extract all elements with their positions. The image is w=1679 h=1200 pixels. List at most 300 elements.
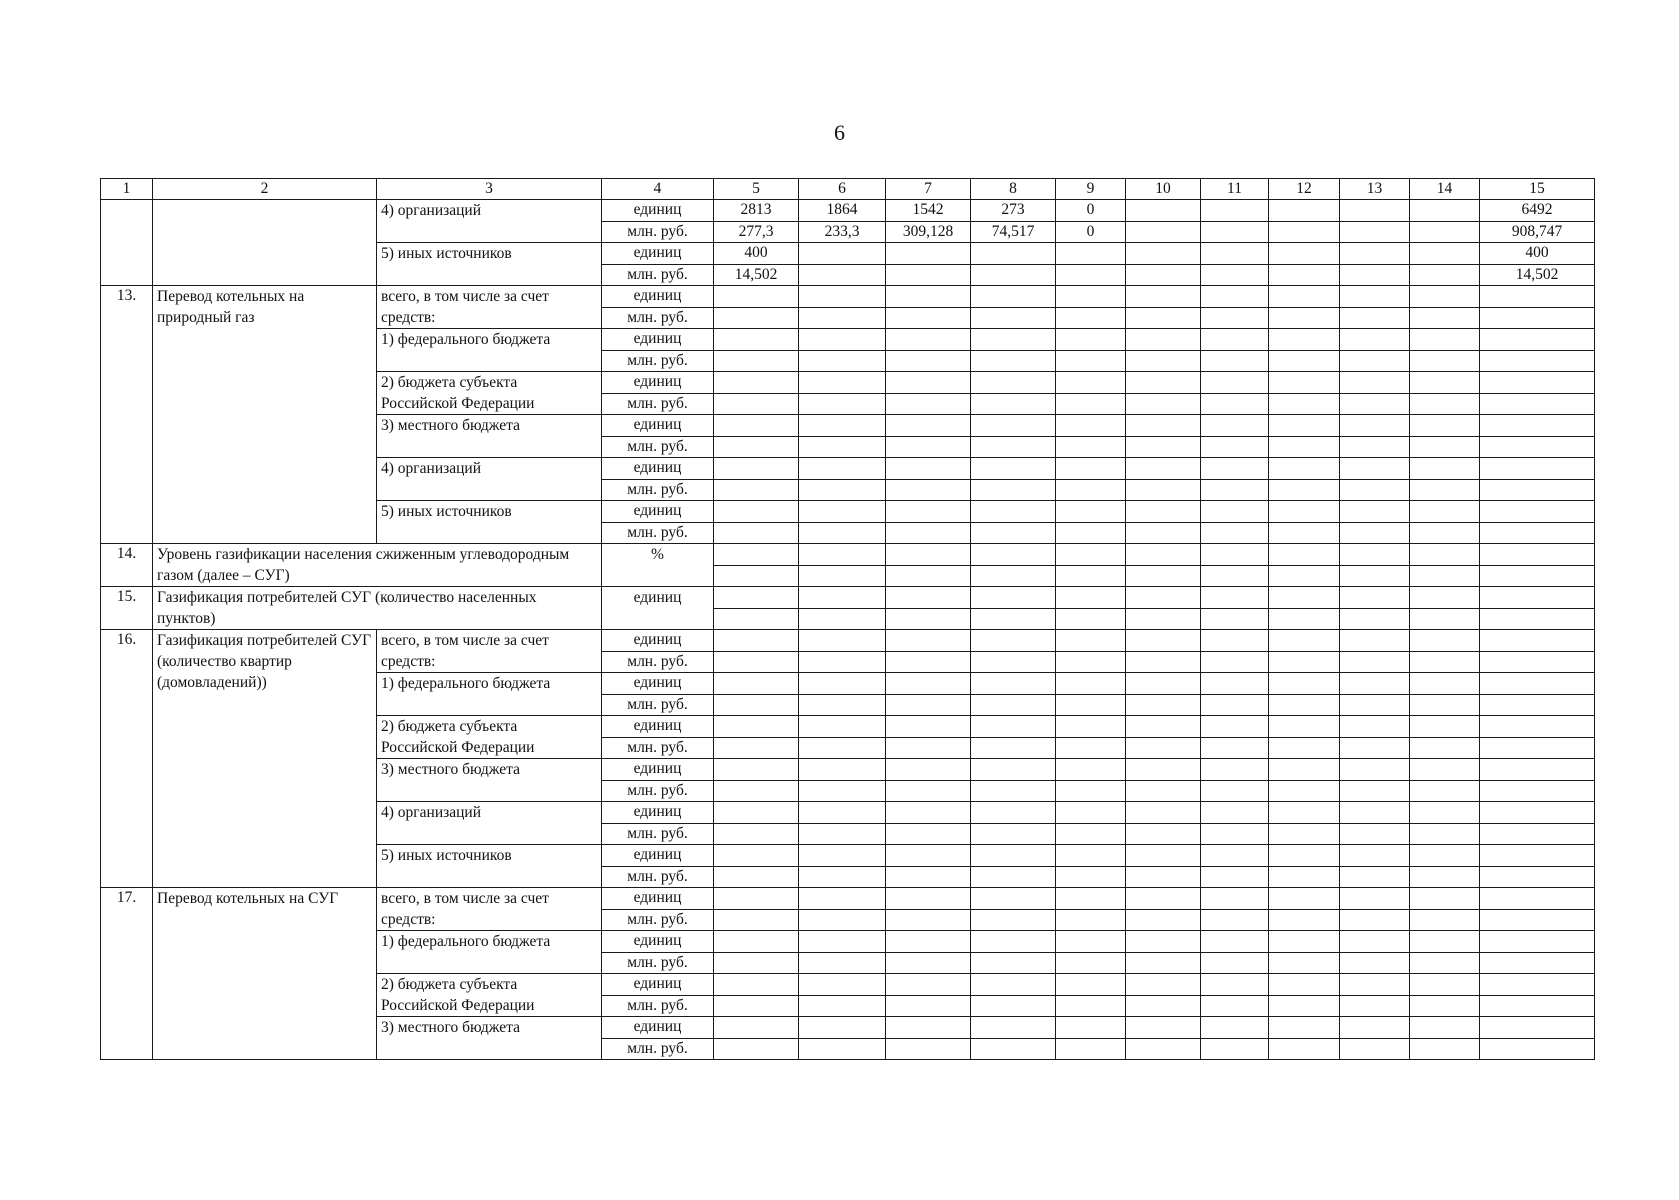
empty-cell — [1126, 1017, 1201, 1039]
empty-cell — [971, 307, 1056, 329]
empty-cell — [1269, 845, 1340, 867]
empty-cell — [1201, 372, 1269, 394]
empty-cell — [714, 544, 799, 566]
empty-cell — [886, 329, 971, 351]
empty-cell — [714, 737, 799, 759]
table-cell — [1126, 264, 1201, 286]
empty-cell — [1056, 329, 1126, 351]
empty-cell — [1480, 952, 1595, 974]
empty-cell — [1340, 544, 1410, 566]
table-cell — [1201, 264, 1269, 286]
empty-cell — [971, 1017, 1056, 1039]
empty-cell — [1480, 888, 1595, 910]
empty-cell — [799, 716, 886, 738]
table-cell — [1410, 264, 1480, 286]
empty-cell — [1480, 931, 1595, 953]
table-cell: единиц — [602, 372, 714, 394]
empty-cell — [1056, 286, 1126, 308]
empty-cell — [1201, 587, 1269, 609]
empty-cell — [1340, 565, 1410, 587]
table-cell: 3) местного бюджета — [377, 1017, 602, 1060]
empty-cell — [1201, 501, 1269, 523]
table-cell: всего, в том числе за счет средств: — [377, 286, 602, 329]
empty-cell — [886, 458, 971, 480]
empty-cell — [1340, 888, 1410, 910]
empty-cell — [1269, 522, 1340, 544]
table-cell: всего, в том числе за счет средств: — [377, 630, 602, 673]
empty-cell — [1201, 823, 1269, 845]
empty-cell — [1201, 436, 1269, 458]
empty-cell — [1269, 909, 1340, 931]
empty-cell — [799, 931, 886, 953]
empty-cell — [1340, 286, 1410, 308]
empty-cell — [971, 780, 1056, 802]
empty-cell — [886, 372, 971, 394]
table-cell — [971, 264, 1056, 286]
empty-cell — [1269, 931, 1340, 953]
table-cell — [1201, 221, 1269, 243]
empty-cell — [1480, 479, 1595, 501]
empty-cell — [799, 544, 886, 566]
empty-cell — [799, 307, 886, 329]
table-cell: 277,3 — [714, 221, 799, 243]
header-cell: 6 — [799, 179, 886, 200]
empty-cell — [1480, 544, 1595, 566]
empty-cell — [886, 995, 971, 1017]
empty-cell — [1410, 587, 1480, 609]
empty-cell — [886, 307, 971, 329]
table-cell: 400 — [714, 243, 799, 265]
empty-cell — [1126, 780, 1201, 802]
table-cell: единиц — [602, 200, 714, 222]
empty-cell — [1056, 479, 1126, 501]
empty-cell — [886, 501, 971, 523]
empty-cell — [1201, 479, 1269, 501]
table-cell: 74,517 — [971, 221, 1056, 243]
table-cell: % — [602, 544, 714, 587]
table-cell — [1126, 200, 1201, 222]
empty-cell — [1480, 286, 1595, 308]
empty-cell — [1056, 350, 1126, 372]
empty-cell — [1410, 780, 1480, 802]
empty-cell — [1201, 909, 1269, 931]
empty-cell — [1126, 565, 1201, 587]
empty-cell — [799, 565, 886, 587]
table-cell: 15. — [101, 587, 153, 630]
empty-cell — [1269, 802, 1340, 824]
table-cell: 4) организаций — [377, 200, 602, 243]
empty-cell — [1410, 1017, 1480, 1039]
empty-cell — [1410, 673, 1480, 695]
empty-cell — [971, 952, 1056, 974]
empty-cell — [1410, 1038, 1480, 1060]
empty-cell — [1480, 393, 1595, 415]
empty-cell — [1410, 866, 1480, 888]
empty-cell — [1056, 501, 1126, 523]
table-cell: единиц — [602, 888, 714, 910]
empty-cell — [1126, 458, 1201, 480]
empty-cell — [1340, 737, 1410, 759]
table-cell: единиц — [602, 759, 714, 781]
empty-cell — [1340, 608, 1410, 630]
empty-cell — [1201, 329, 1269, 351]
empty-cell — [1340, 415, 1410, 437]
empty-cell — [1056, 544, 1126, 566]
empty-cell — [1056, 716, 1126, 738]
empty-cell — [1126, 630, 1201, 652]
table-cell: единиц — [602, 286, 714, 308]
table-cell: единиц — [602, 1017, 714, 1039]
empty-cell — [799, 845, 886, 867]
empty-cell — [1480, 307, 1595, 329]
table-cell: 2813 — [714, 200, 799, 222]
empty-cell — [971, 479, 1056, 501]
empty-cell — [1480, 415, 1595, 437]
empty-cell — [714, 931, 799, 953]
empty-cell — [1480, 737, 1595, 759]
header-cell: 13 — [1340, 179, 1410, 200]
empty-cell — [799, 415, 886, 437]
header-cell: 7 — [886, 179, 971, 200]
empty-cell — [886, 694, 971, 716]
table-cell — [153, 200, 377, 286]
empty-cell — [1410, 845, 1480, 867]
table-row — [101, 888, 1595, 910]
empty-cell — [886, 909, 971, 931]
table-cell: млн. руб. — [602, 780, 714, 802]
empty-cell — [971, 995, 1056, 1017]
empty-cell — [714, 479, 799, 501]
empty-cell — [1410, 329, 1480, 351]
empty-cell — [971, 1038, 1056, 1060]
empty-cell — [886, 952, 971, 974]
empty-cell — [1056, 372, 1126, 394]
table-cell: Газификация потребителей СУГ (количество населенных пунктов) — [153, 587, 602, 630]
empty-cell — [1410, 931, 1480, 953]
empty-cell — [714, 759, 799, 781]
empty-cell — [1126, 716, 1201, 738]
empty-cell — [799, 974, 886, 996]
empty-cell — [886, 479, 971, 501]
empty-cell — [971, 522, 1056, 544]
table-cell: единиц — [602, 673, 714, 695]
empty-cell — [1480, 759, 1595, 781]
empty-cell — [1056, 1038, 1126, 1060]
table-cell: единиц — [602, 802, 714, 824]
empty-cell — [1269, 479, 1340, 501]
empty-cell — [1056, 866, 1126, 888]
empty-cell — [971, 845, 1056, 867]
empty-cell — [1201, 608, 1269, 630]
empty-cell — [1201, 888, 1269, 910]
empty-cell — [1340, 501, 1410, 523]
empty-cell — [1126, 802, 1201, 824]
empty-cell — [1201, 759, 1269, 781]
empty-cell — [1269, 415, 1340, 437]
empty-cell — [971, 587, 1056, 609]
empty-cell — [971, 286, 1056, 308]
empty-cell — [1410, 909, 1480, 931]
empty-cell — [1126, 372, 1201, 394]
table-cell: млн. руб. — [602, 694, 714, 716]
empty-cell — [1056, 909, 1126, 931]
table-cell: 6492 — [1480, 200, 1595, 222]
empty-cell — [1201, 630, 1269, 652]
empty-cell — [714, 630, 799, 652]
empty-cell — [1201, 651, 1269, 673]
empty-cell — [1126, 909, 1201, 931]
empty-cell — [1340, 866, 1410, 888]
empty-cell — [1269, 759, 1340, 781]
table-cell: 1542 — [886, 200, 971, 222]
empty-cell — [1126, 694, 1201, 716]
table-cell — [1340, 243, 1410, 265]
table-cell: млн. руб. — [602, 436, 714, 458]
empty-cell — [714, 458, 799, 480]
table-cell: единиц — [602, 501, 714, 523]
empty-cell — [1126, 329, 1201, 351]
empty-cell — [1480, 458, 1595, 480]
table-cell: млн. руб. — [602, 952, 714, 974]
empty-cell — [1410, 522, 1480, 544]
table-cell: 13. — [101, 286, 153, 544]
table-cell: 400 — [1480, 243, 1595, 265]
empty-cell — [1201, 780, 1269, 802]
empty-cell — [886, 393, 971, 415]
header-cell: 9 — [1056, 179, 1126, 200]
empty-cell — [714, 888, 799, 910]
empty-cell — [1056, 780, 1126, 802]
empty-cell — [714, 1017, 799, 1039]
empty-cell — [971, 974, 1056, 996]
empty-cell — [971, 329, 1056, 351]
empty-cell — [886, 823, 971, 845]
empty-cell — [1126, 888, 1201, 910]
empty-cell — [799, 759, 886, 781]
table-cell: 14,502 — [714, 264, 799, 286]
empty-cell — [1126, 415, 1201, 437]
empty-cell — [971, 888, 1056, 910]
empty-cell — [1410, 565, 1480, 587]
empty-cell — [971, 909, 1056, 931]
empty-cell — [886, 544, 971, 566]
header-cell: 12 — [1269, 179, 1340, 200]
empty-cell — [1480, 329, 1595, 351]
empty-cell — [971, 350, 1056, 372]
table-cell: млн. руб. — [602, 350, 714, 372]
table-cell — [1340, 264, 1410, 286]
empty-cell — [1269, 974, 1340, 996]
empty-cell — [1410, 995, 1480, 1017]
empty-cell — [1410, 802, 1480, 824]
header-cell: 10 — [1126, 179, 1201, 200]
empty-cell — [714, 802, 799, 824]
empty-cell — [1201, 544, 1269, 566]
empty-cell — [1340, 909, 1410, 931]
empty-cell — [1056, 651, 1126, 673]
empty-cell — [799, 630, 886, 652]
empty-cell — [1480, 565, 1595, 587]
empty-cell — [971, 458, 1056, 480]
empty-cell — [1126, 931, 1201, 953]
table-cell: 0 — [1056, 221, 1126, 243]
empty-cell — [1269, 630, 1340, 652]
empty-cell — [1480, 501, 1595, 523]
header-cell: 4 — [602, 179, 714, 200]
empty-cell — [886, 1017, 971, 1039]
empty-cell — [1056, 307, 1126, 329]
empty-cell — [886, 651, 971, 673]
empty-cell — [1201, 974, 1269, 996]
table-cell: млн. руб. — [602, 995, 714, 1017]
table-cell: единиц — [602, 716, 714, 738]
header-cell: 8 — [971, 179, 1056, 200]
empty-cell — [1269, 1038, 1340, 1060]
table-row — [101, 544, 1595, 566]
empty-cell — [971, 501, 1056, 523]
table-cell: единиц — [602, 458, 714, 480]
empty-cell — [1269, 995, 1340, 1017]
empty-cell — [1201, 716, 1269, 738]
empty-cell — [1269, 587, 1340, 609]
empty-cell — [971, 415, 1056, 437]
empty-cell — [714, 716, 799, 738]
empty-cell — [886, 780, 971, 802]
empty-cell — [799, 694, 886, 716]
empty-cell — [971, 372, 1056, 394]
empty-cell — [714, 587, 799, 609]
empty-cell — [1410, 415, 1480, 437]
empty-cell — [971, 759, 1056, 781]
empty-cell — [1056, 1017, 1126, 1039]
empty-cell — [799, 1038, 886, 1060]
empty-cell — [1410, 952, 1480, 974]
empty-cell — [886, 415, 971, 437]
table-cell: млн. руб. — [602, 823, 714, 845]
empty-cell — [1126, 952, 1201, 974]
empty-cell — [1269, 952, 1340, 974]
empty-cell — [1201, 415, 1269, 437]
empty-cell — [1201, 458, 1269, 480]
empty-cell — [714, 350, 799, 372]
table-cell: 233,3 — [799, 221, 886, 243]
empty-cell — [714, 673, 799, 695]
empty-cell — [1410, 436, 1480, 458]
table-cell: млн. руб. — [602, 1038, 714, 1060]
empty-cell — [714, 501, 799, 523]
empty-cell — [1340, 1038, 1410, 1060]
empty-cell — [714, 995, 799, 1017]
empty-cell — [1340, 759, 1410, 781]
empty-cell — [1201, 1017, 1269, 1039]
empty-cell — [1056, 931, 1126, 953]
empty-cell — [1340, 823, 1410, 845]
table-cell: Газификация потребителей СУГ (количество квартир (домовладений)) — [153, 630, 377, 888]
empty-cell — [1410, 888, 1480, 910]
table-cell: 16. — [101, 630, 153, 888]
empty-cell — [1269, 673, 1340, 695]
empty-cell — [1126, 286, 1201, 308]
empty-cell — [714, 415, 799, 437]
empty-cell — [799, 479, 886, 501]
empty-cell — [971, 866, 1056, 888]
empty-cell — [1340, 587, 1410, 609]
table-cell: 1864 — [799, 200, 886, 222]
empty-cell — [1056, 823, 1126, 845]
empty-cell — [1480, 587, 1595, 609]
empty-cell — [799, 995, 886, 1017]
empty-cell — [886, 1038, 971, 1060]
table-cell — [799, 243, 886, 265]
empty-cell — [799, 737, 886, 759]
empty-cell — [1410, 716, 1480, 738]
empty-cell — [1126, 651, 1201, 673]
empty-cell — [971, 436, 1056, 458]
empty-cell — [799, 608, 886, 630]
table-cell: 2) бюджета субъекта Российской Федерации — [377, 372, 602, 415]
empty-cell — [1340, 974, 1410, 996]
empty-cell — [1480, 522, 1595, 544]
empty-cell — [1056, 974, 1126, 996]
table-cell: 17. — [101, 888, 153, 1060]
empty-cell — [799, 372, 886, 394]
table-cell — [1340, 200, 1410, 222]
empty-cell — [1269, 307, 1340, 329]
table-cell: Перевод котельных на природный газ — [153, 286, 377, 544]
empty-cell — [1056, 630, 1126, 652]
empty-cell — [1410, 694, 1480, 716]
empty-cell — [1056, 458, 1126, 480]
empty-cell — [1340, 393, 1410, 415]
table-cell: млн. руб. — [602, 221, 714, 243]
empty-cell — [1480, 436, 1595, 458]
empty-cell — [886, 716, 971, 738]
table-cell — [1269, 200, 1340, 222]
empty-cell — [1340, 694, 1410, 716]
table-cell: 0 — [1056, 200, 1126, 222]
empty-cell — [799, 350, 886, 372]
empty-cell — [886, 522, 971, 544]
table-cell: млн. руб. — [602, 522, 714, 544]
empty-cell — [1269, 737, 1340, 759]
empty-cell — [799, 286, 886, 308]
empty-cell — [971, 608, 1056, 630]
empty-cell — [1410, 307, 1480, 329]
empty-cell — [1340, 307, 1410, 329]
table-cell: млн. руб. — [602, 307, 714, 329]
empty-cell — [799, 1017, 886, 1039]
table-cell — [1126, 221, 1201, 243]
empty-cell — [714, 329, 799, 351]
empty-cell — [799, 501, 886, 523]
table-cell: 5) иных источников — [377, 243, 602, 286]
empty-cell — [1480, 716, 1595, 738]
table-cell — [1056, 243, 1126, 265]
empty-cell — [886, 630, 971, 652]
table-cell: всего, в том числе за счет средств: — [377, 888, 602, 931]
empty-cell — [1480, 694, 1595, 716]
table-cell — [1269, 264, 1340, 286]
empty-cell — [1480, 823, 1595, 845]
empty-cell — [799, 866, 886, 888]
empty-cell — [1340, 802, 1410, 824]
empty-cell — [971, 802, 1056, 824]
table-cell — [971, 243, 1056, 265]
empty-cell — [1056, 995, 1126, 1017]
empty-cell — [1340, 931, 1410, 953]
table-cell: Перевод котельных на СУГ — [153, 888, 377, 1060]
empty-cell — [1480, 845, 1595, 867]
